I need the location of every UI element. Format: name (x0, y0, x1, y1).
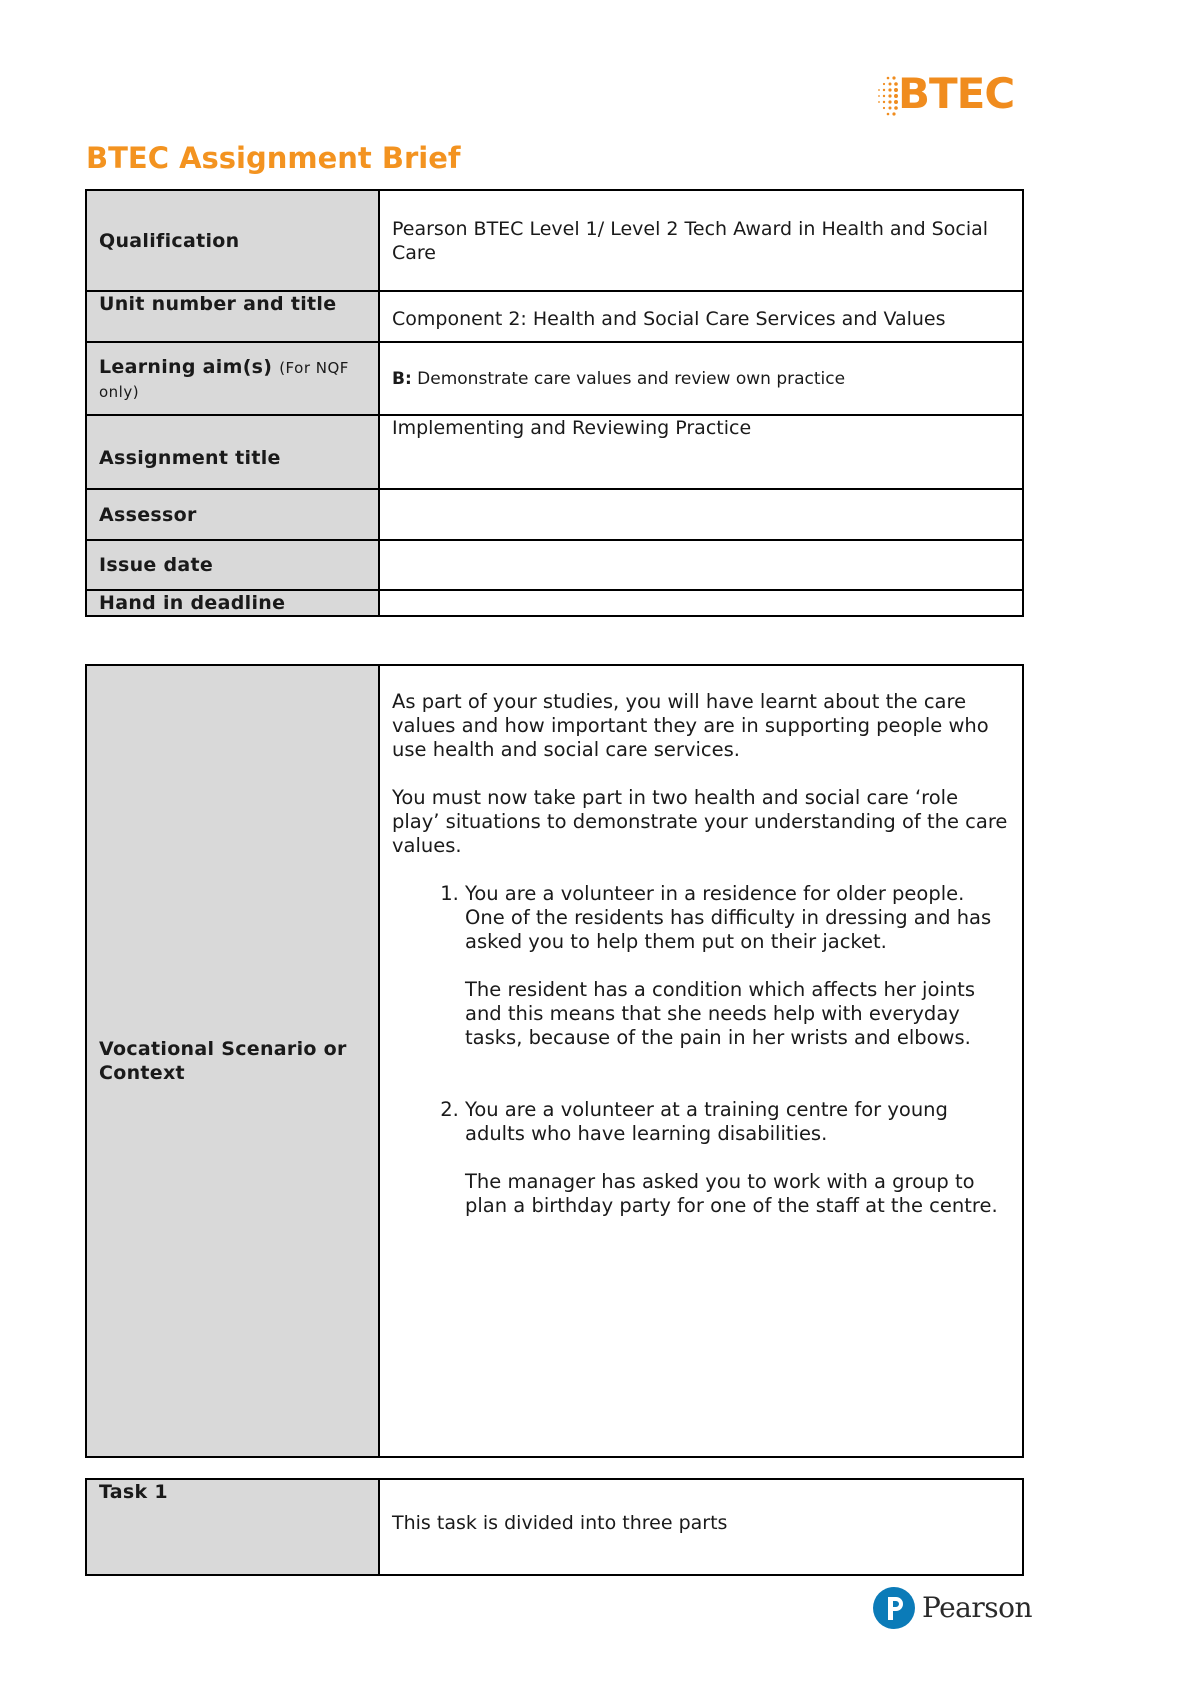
learning-aim-label: Learning aim(s) (99, 355, 273, 378)
learning-aim-note: (For NQF only) (99, 358, 349, 401)
table-row (86, 291, 1023, 342)
task-label: Task 1 (86, 1479, 379, 1575)
learning-aim-value-cell (379, 342, 1023, 415)
btec-logo-text: BTEC (898, 69, 1015, 118)
qualification-label: Qualification (86, 190, 379, 291)
table-row (86, 415, 1023, 489)
pearson-logo (872, 1586, 1032, 1634)
issue-date-label: Issue date (86, 540, 379, 590)
pearson-p-icon (872, 1586, 916, 1630)
pearson-logo-text: Pearson (922, 1591, 1032, 1624)
table-row (86, 540, 1023, 590)
table-row (86, 342, 1023, 415)
scenario-content (379, 665, 1023, 1457)
unit-value: Component 2: Health and Social Care Services and Values (379, 291, 1023, 342)
scenario-label: Vocational Scenario or Context (86, 665, 379, 1457)
page-title: BTEC Assignment Brief (86, 141, 461, 175)
scenario-item-2-text-1: 2. You are a volunteer at a training centre for young adults who have learning disabilities. (465, 1098, 948, 1145)
btec-dots-icon (876, 72, 900, 124)
unit-label: Unit number and title (86, 291, 379, 342)
learning-aim-value: Demonstrate care values and review own practice (417, 368, 846, 389)
assessor-value (379, 489, 1023, 540)
table-row (86, 190, 1023, 291)
assignment-details-table (85, 189, 1024, 617)
table-row (86, 665, 1023, 1457)
scenario-intro-1: As part of your studies, you will have learnt about the care values and how important they are in supporting people who use health and social care services. (392, 690, 989, 761)
issue-date-value (379, 540, 1023, 590)
btec-logo (876, 69, 1026, 124)
table-row (86, 1479, 1023, 1575)
task-value: This task is divided into three parts (379, 1479, 1023, 1575)
assignment-title-label: Assignment title (86, 415, 379, 489)
scenario-intro-2: You must now take part in two health and social care ‘role play’ situations to demonstrate your understanding of the care values. (392, 786, 1008, 857)
list-item (465, 882, 1010, 1050)
scenario-table (85, 664, 1024, 1458)
assignment-title-value: Implementing and Reviewing Practice (379, 415, 1023, 489)
scenario-item-2-text-2: The manager has asked you to work with a group to plan a birthday party for one of the staff at the centre. (465, 1170, 998, 1217)
scenario-list (392, 882, 1010, 1218)
deadline-value (379, 590, 1023, 616)
learning-aim-label-cell (86, 342, 379, 415)
table-row (86, 590, 1023, 616)
learning-aim-prefix: B: (392, 368, 412, 389)
assessor-label: Assessor (86, 489, 379, 540)
scenario-item-1-text-1: 1. You are a volunteer in a residence for older people. One of the residents has difficulty in dressing and has asked you to help them put on their jacket. (465, 882, 992, 953)
table-row (86, 489, 1023, 540)
scenario-item-1-text-2: The resident has a condition which affects her joints and this means that she needs help with everyday tasks, because of the pain in her wrists and elbows. (465, 978, 975, 1049)
qualification-text: Pearson BTEC Level 1/ Level 2 Tech Award in Health and Social Care (392, 217, 989, 264)
task-table (85, 1478, 1024, 1576)
qualification-value (379, 190, 1023, 291)
deadline-label: Hand in deadline (86, 590, 379, 616)
list-item (465, 1098, 1010, 1218)
